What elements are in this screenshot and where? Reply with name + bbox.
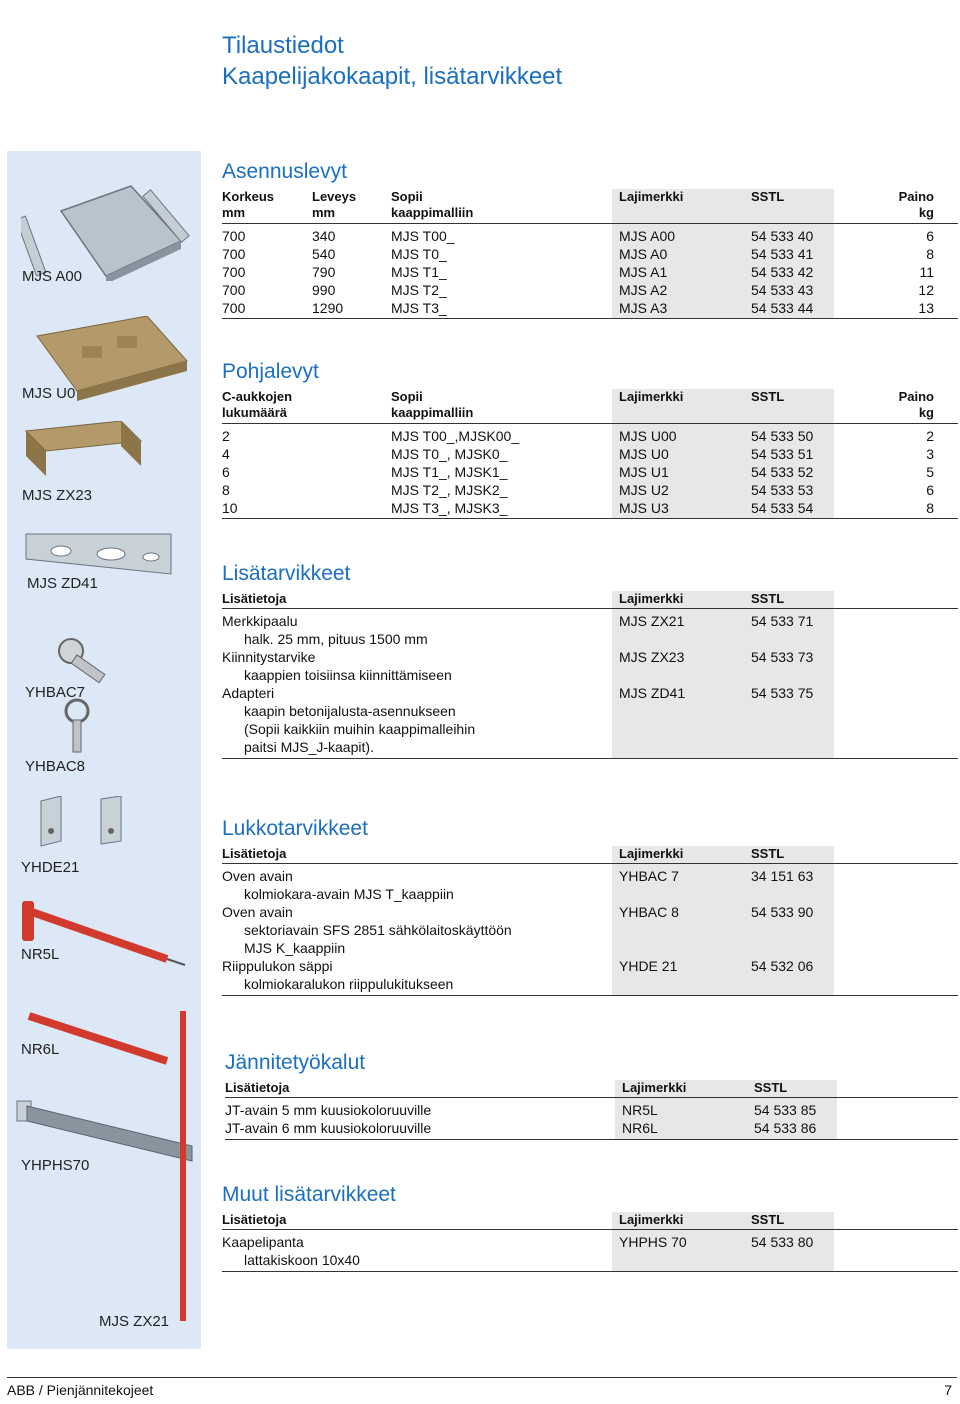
- section-lisatarvikkeet: [222, 561, 958, 759]
- table-row: 6 MJS T1_, MJSK1_ MJS U1 54 533 52 5: [222, 464, 934, 480]
- list-item: (Sopii kaikkiin muihin kaappimalleihin: [244, 721, 476, 737]
- list-item: kolmiokaralukon riippulukitukseen: [244, 976, 454, 992]
- list-item: kolmiokara-avain MJS T_kaappiin: [244, 886, 454, 902]
- label-mjs-zd41: MJS ZD41: [27, 575, 98, 592]
- fastener-image: [21, 421, 151, 481]
- table-row: 700 790 MJS T1_ MJS A1 54 533 42 11: [222, 264, 934, 280]
- section-title: Asennuslevyt: [222, 160, 347, 183]
- list-item: Oven avain YHBAC 8 54 533 90: [222, 904, 814, 920]
- label-nr6l: NR6L: [21, 1041, 60, 1058]
- list-item: lattakiskoon 10x40: [244, 1252, 360, 1268]
- list-item: Riippulukon säppi YHDE 21 54 532 06: [222, 958, 814, 974]
- list-item: paitsi MJS_J-kaapit).: [244, 739, 374, 755]
- table-header: Lisätietoja Lajimerkki SSTL: [222, 591, 785, 606]
- list-item: Kiinnitystarvike MJS ZX23 54 533 73: [222, 649, 814, 665]
- marker-pole-image: [177, 1011, 191, 1321]
- table-row: 4 MJS T0_, MJSK0_ MJS U0 54 533 51 3: [222, 446, 934, 462]
- mounting-plate-image: [21, 181, 191, 281]
- table-header: Lisätietoja Lajimerkki SSTL: [222, 846, 785, 861]
- section-title: Lisätarvikkeet: [222, 562, 351, 585]
- table-row: 700 1290 MJS T3_ MJS A3 54 533 44 13: [222, 300, 934, 316]
- table-header: C-aukkojen lukumäärä Sopii kaappimalliin Lajimerkki SSTL Paino kg: [222, 389, 934, 420]
- list-item: kaappien toisiinsa kiinnittämiseen: [244, 667, 452, 683]
- label-yhde21: YHDE21: [21, 859, 80, 876]
- padlock-latch-image: [31, 796, 151, 851]
- table-row: 8 MJS T2_, MJSK2_ MJS U2 54 533 53 6: [222, 482, 934, 498]
- table-row: 700 990 MJS T2_ MJS A2 54 533 43 12: [222, 282, 934, 298]
- page-number: 7: [944, 1382, 952, 1398]
- section-title: Lukkotarvikkeet: [222, 817, 368, 840]
- label-yhphs70: YHPHS70: [21, 1157, 90, 1174]
- section-jannitetyokalut: [225, 1050, 958, 1140]
- list-item: Kaapelipanta YHPHS 70 54 533 80: [222, 1234, 814, 1250]
- footer-brand: ABB / Pienjännitekojeet: [7, 1382, 154, 1398]
- table-row: 700 540 MJS T0_ MJS A0 54 533 41 8: [222, 246, 934, 262]
- page-title: Tilaustiedot: [222, 32, 344, 59]
- section-title: Jännitetyökalut: [225, 1051, 366, 1074]
- table-row: 2 MJS T00_,MJSK00_ MJS U00 54 533 50 2: [222, 428, 934, 444]
- list-item: kaapin betonijalusta-asennukseen: [244, 703, 456, 719]
- section-pohjalevyt: [222, 359, 958, 519]
- label-mjs-a00: MJS A00: [22, 268, 83, 285]
- section-title: Pohjalevyt: [222, 360, 319, 383]
- label-yhbac8: YHBAC8: [25, 758, 86, 775]
- list-item: Oven avain YHBAC 7 34 151 63: [222, 868, 814, 884]
- product-image-sidebar: [7, 151, 201, 1349]
- section-asennuslevyt: [222, 159, 958, 319]
- table-row: 700 340 MJS T00_ MJS A00 54 533 40 6: [222, 228, 934, 244]
- table-header: Lisätietoja Lajimerkki SSTL: [225, 1080, 788, 1095]
- list-item: sektoriavain SFS 2851 sähkölaitoskäyttöön: [244, 922, 512, 938]
- section-lukkotarvikkeet: [222, 816, 958, 996]
- table-header: Korkeus mm Leveys mm Sopii kaappimalliin Lajimerkki SSTL Paino kg: [222, 189, 934, 220]
- page-subtitle: Kaapelijakokaapit, lisätarvikkeet: [222, 63, 563, 90]
- label-nr5l: NR5L: [21, 946, 60, 963]
- label-mjs-u0: MJS U0: [22, 385, 76, 402]
- section-title: Muut lisätarvikkeet: [222, 1183, 396, 1206]
- list-item: JT-avain 6 mm kuusiokoloruuville NR6L 54 533 86: [225, 1120, 817, 1136]
- sector-key-image: [55, 696, 115, 756]
- table-row: 10 MJS T3_, MJSK3_ MJS U3 54 533 54 8: [222, 500, 934, 516]
- list-item: halk. 25 mm, pituus 1500 mm: [244, 631, 428, 647]
- label-mjs-zx21: MJS ZX21: [99, 1313, 170, 1330]
- section-muut: [222, 1182, 958, 1272]
- label-mjs-zx23: MJS ZX23: [22, 487, 93, 504]
- list-item: Merkkipaalu MJS ZX21 54 533 71: [222, 613, 814, 629]
- list-item: JT-avain 5 mm kuusiokoloruuville NR5L 54 533 85: [225, 1102, 817, 1118]
- label-yhbac7: YHBAC7: [25, 684, 86, 701]
- list-item: MJS K_kaappiin: [244, 940, 346, 956]
- table-header: Lisätietoja Lajimerkki SSTL: [222, 1212, 785, 1227]
- list-item: Adapteri MJS ZD41 54 533 75: [222, 685, 814, 701]
